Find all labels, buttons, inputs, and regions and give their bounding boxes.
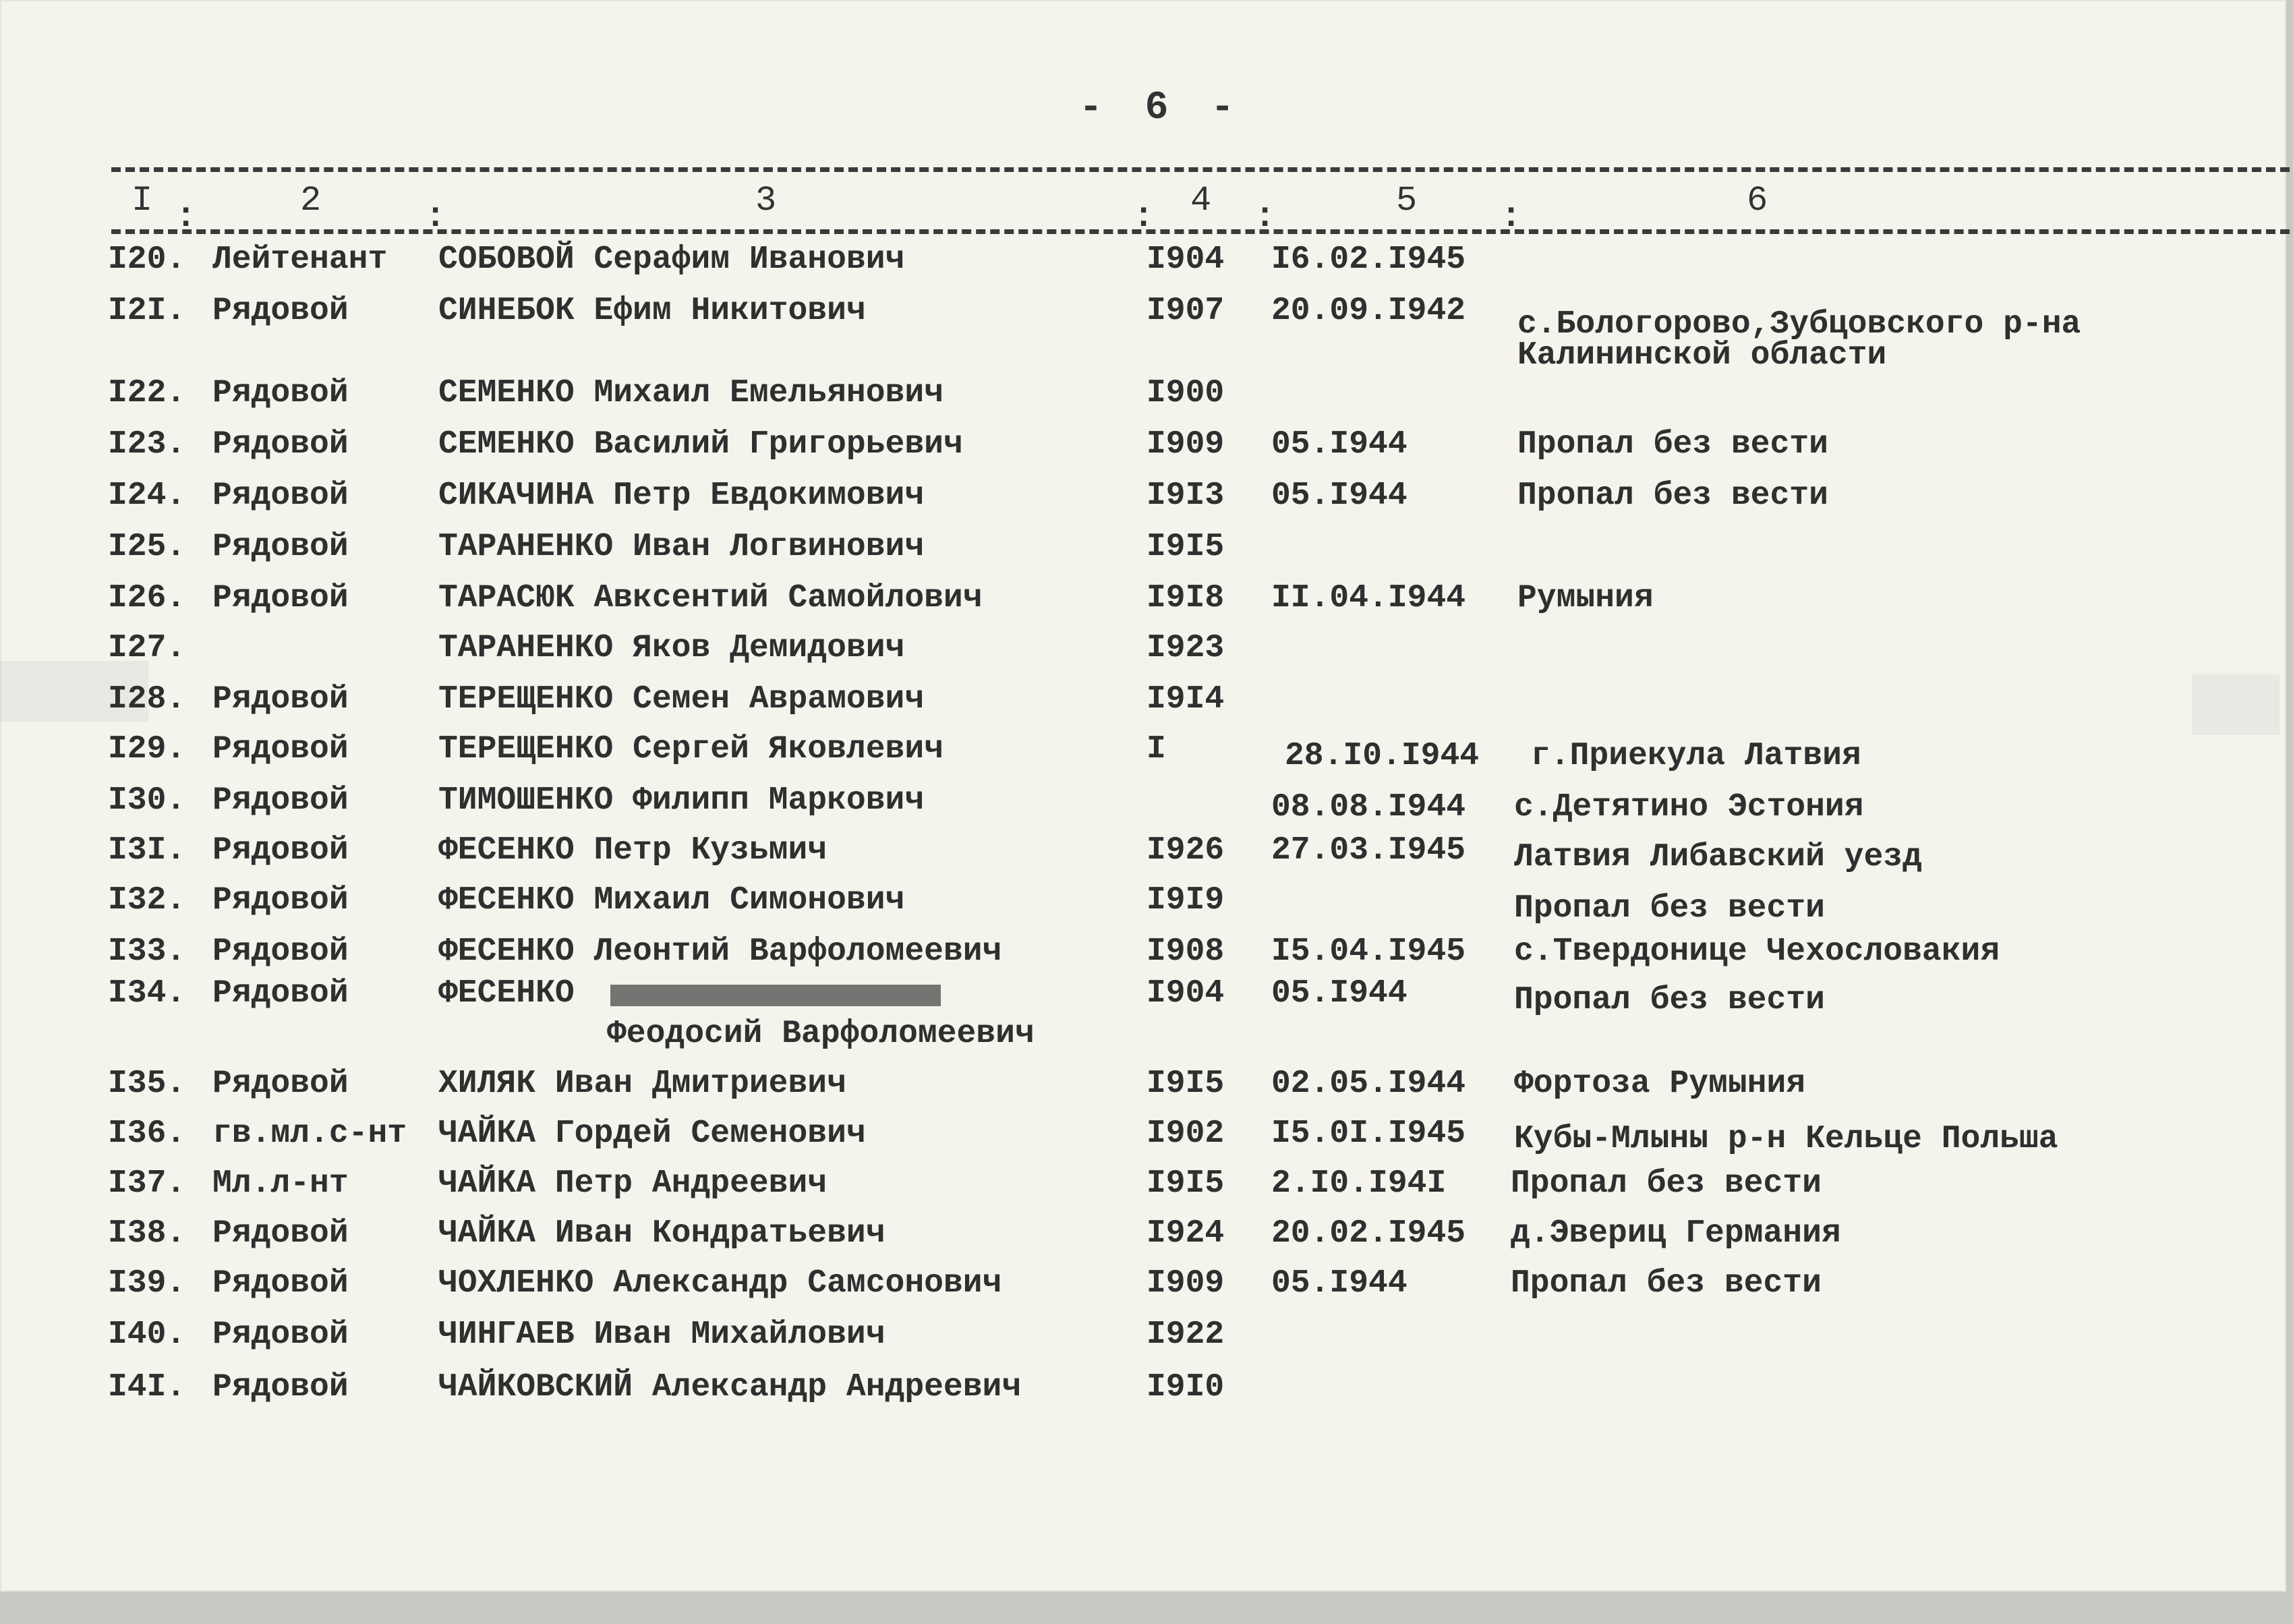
row-place: Румыния [1517, 580, 1654, 616]
row-birth-year: I904 [1146, 975, 1225, 1012]
row-name: СЕМЕНКО Василий Григорьевич [438, 426, 963, 463]
row-name: ТАРАСЮК Авксентий Самойлович [438, 580, 983, 616]
row-name: СИНЕБОК Ефим Никитович [438, 293, 866, 329]
row-name: СОБОВОЙ Серафим Иванович [438, 241, 905, 278]
column-separator: : [1254, 197, 1276, 237]
column-header-6: 6 [1747, 181, 1768, 221]
column-separator: : [175, 197, 197, 237]
row-rank: Рядовой [212, 1215, 349, 1252]
row-date: 2.I0.I94I [1271, 1165, 1447, 1202]
row-name: ТАРАНЕНКО Яков Демидович [438, 630, 905, 666]
row-name: ФЕСЕНКО Михаил Симонович [438, 882, 905, 919]
row-place: с.Бологорово,Зубцовского р-на [1517, 306, 2081, 343]
row-place: Кубы-Млыны р-н Кельце Польша [1514, 1121, 2058, 1157]
row-birth-year: I9I5 [1146, 1165, 1225, 1202]
row-place-continued: Калининской области [1517, 337, 1887, 374]
row-place: Пропал без вести [1514, 890, 1825, 927]
row-date: 20.02.I945 [1271, 1215, 1466, 1252]
row-birth-year: I923 [1146, 630, 1225, 666]
row-date: 20.09.I942 [1271, 293, 1466, 329]
row-name: ТИМОШЕНКО Филипп Маркович [438, 782, 925, 819]
row-date: I6.02.I945 [1271, 241, 1466, 278]
column-header-1: I [132, 181, 153, 221]
row-date: 05.I944 [1271, 477, 1407, 514]
row-place: Пропал без вести [1514, 982, 1825, 1018]
row-rank: Рядовой [212, 975, 349, 1012]
row-name: ФЕСЕНКО Леонтий Варфоломеевич [438, 933, 1002, 970]
row-birth-year: I909 [1146, 426, 1225, 463]
row-number: I38. [108, 1215, 186, 1252]
row-number: I30. [108, 782, 186, 819]
row-place: Фортоза Румыния [1514, 1066, 1806, 1102]
row-rank: Рядовой [212, 882, 349, 919]
row-name: ТЕРЕЩЕНКО Семен Аврамович [438, 681, 925, 718]
row-number: I27. [108, 630, 186, 666]
column-separator: : [1133, 197, 1155, 237]
row-name: ЧАЙКА Иван Кондратьевич [438, 1215, 886, 1252]
struck-out-text [610, 981, 941, 1010]
column-separator: : [1501, 197, 1522, 237]
row-birth-year: I902 [1146, 1115, 1225, 1152]
row-rank: Рядовой [212, 580, 349, 616]
row-name: СЕМЕНКО Михаил Емельянович [438, 375, 944, 411]
paper-smudge [2192, 674, 2280, 735]
row-rank: Рядовой [212, 375, 349, 411]
row-birth-year: I9I9 [1146, 882, 1225, 919]
row-number: I33. [108, 933, 186, 970]
row-number: I22. [108, 375, 186, 411]
row-birth-year: I904 [1146, 241, 1225, 278]
row-place: Латвия Либавский уезд [1514, 839, 1922, 875]
row-birth-year: I908 [1146, 933, 1225, 970]
row-date: 28.I0.I944 [1285, 738, 1480, 774]
row-rank: Рядовой [212, 529, 349, 565]
row-birth-year: I909 [1146, 1265, 1225, 1302]
row-rank: Рядовой [212, 933, 349, 970]
row-birth-year: I9I0 [1146, 1369, 1225, 1405]
row-name: ТАРАНЕНКО Иван Логвинович [438, 529, 925, 565]
row-name: СИКАЧИНА Петр Евдокимович [438, 477, 925, 514]
row-place: с.Твердонице Чехословакия [1514, 933, 2000, 970]
row-number: I25. [108, 529, 186, 565]
row-number: I36. [108, 1115, 186, 1152]
column-header-2: 2 [300, 181, 322, 221]
row-number: I39. [108, 1265, 186, 1302]
row-date: 05.I944 [1271, 975, 1407, 1012]
row-number: I34. [108, 975, 186, 1012]
row-name: ЧАЙКОВСКИЙ Александр Андреевич [438, 1369, 1022, 1405]
row-number: I26. [108, 580, 186, 616]
row-place: с.Детятино Эстония [1514, 789, 1864, 825]
row-rank: Рядовой [212, 1066, 349, 1102]
row-name: ФЕСЕНКО Петр Кузьмич [438, 832, 828, 869]
row-rank: Рядовой [212, 1265, 349, 1302]
column-separator: : [425, 197, 446, 237]
row-rank: Лейтенант [212, 241, 388, 278]
row-place: Пропал без вести [1517, 426, 1828, 463]
row-birth-year: I924 [1146, 1215, 1225, 1252]
row-birth-year: I9I5 [1146, 529, 1225, 565]
row-birth-year: I9I3 [1146, 477, 1225, 514]
row-rank: Рядовой [212, 293, 349, 329]
row-number: I37. [108, 1165, 186, 1202]
row-rank: Мл.л-нт [212, 1165, 349, 1202]
row-number: I3I. [108, 832, 186, 869]
row-rank: Рядовой [212, 477, 349, 514]
row-name: ФЕСЕНКО [438, 975, 575, 1012]
row-rank: гв.мл.с-нт [212, 1115, 407, 1152]
row-place: г.Приекула Латвия [1531, 738, 1861, 774]
row-number: I2I. [108, 293, 186, 329]
row-rank: Рядовой [212, 426, 349, 463]
row-birth-year: I926 [1146, 832, 1225, 869]
column-header-4: 4 [1190, 181, 1212, 221]
row-name: ЧАЙКА Гордей Семенович [438, 1115, 866, 1152]
row-number: I35. [108, 1066, 186, 1102]
header-top-rule [111, 167, 2290, 172]
row-number: I4I. [108, 1369, 186, 1405]
row-name-continued: Феодосий Варфоломеевич [607, 1016, 1035, 1052]
row-date: 02.05.I944 [1271, 1066, 1466, 1102]
row-date: I5.04.I945 [1271, 933, 1466, 970]
column-header-5: 5 [1396, 181, 1418, 221]
row-date: 05.I944 [1271, 426, 1407, 463]
row-rank: Рядовой [212, 832, 349, 869]
row-rank: Рядовой [212, 1316, 349, 1353]
row-number: I20. [108, 241, 186, 278]
row-birth-year: I9I8 [1146, 580, 1225, 616]
row-place: д.Эвериц Германия [1511, 1215, 1841, 1252]
row-birth-year: I900 [1146, 375, 1225, 411]
row-birth-year: I [1146, 731, 1166, 767]
row-number: I29. [108, 731, 186, 767]
row-place: Пропал без вести [1511, 1265, 1822, 1302]
row-rank: Рядовой [212, 782, 349, 819]
row-date: 27.03.I945 [1271, 832, 1466, 869]
row-date: I5.0I.I945 [1271, 1115, 1466, 1152]
row-rank: Рядовой [212, 731, 349, 767]
row-rank: Рядовой [212, 1369, 349, 1405]
row-name: ХИЛЯК Иван Дмитриевич [438, 1066, 846, 1102]
row-date: II.04.I944 [1271, 580, 1466, 616]
row-birth-year: I922 [1146, 1316, 1225, 1353]
row-name: ЧИНГАЕВ Иван Михайлович [438, 1316, 886, 1353]
row-date: 05.I944 [1271, 1265, 1407, 1302]
row-birth-year: I907 [1146, 293, 1225, 329]
row-name: ЧОХЛЕНКО Александр Самсонович [438, 1265, 1002, 1302]
row-number: I40. [108, 1316, 186, 1353]
row-birth-year: I9I5 [1146, 1066, 1225, 1102]
row-place: Пропал без вести [1511, 1165, 1822, 1202]
row-number: I28. [108, 681, 186, 718]
row-rank: Рядовой [212, 681, 349, 718]
row-number: I24. [108, 477, 186, 514]
row-number: I32. [108, 882, 186, 919]
column-header-3: 3 [755, 181, 777, 221]
row-date: 08.08.I944 [1271, 789, 1466, 825]
row-name: ТЕРЕЩЕНКО Сергей Яковлевич [438, 731, 944, 767]
row-name: ЧАЙКА Петр Андреевич [438, 1165, 828, 1202]
row-birth-year: I9I4 [1146, 681, 1225, 718]
row-number: I23. [108, 426, 186, 463]
row-place: Пропал без вести [1517, 477, 1828, 514]
page-number: - 6 - [1079, 86, 1244, 130]
